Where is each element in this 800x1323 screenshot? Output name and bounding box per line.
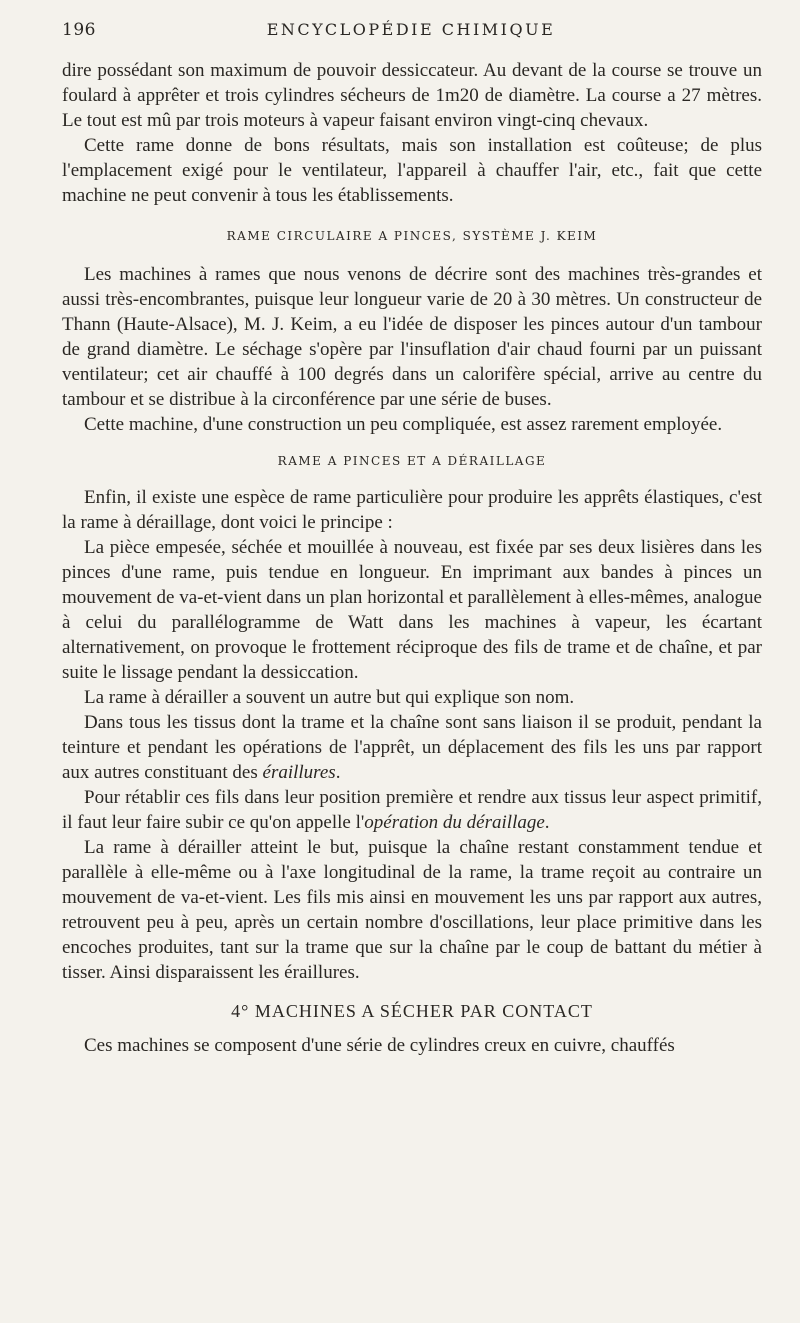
paragraph-operation — [62, 785, 762, 835]
paragraph: Enfin, il existe une espèce de rame particulière pour produire les apprêts élastiques, c'est la rame à déraillage, dont voici le principe : — [62, 487, 762, 533]
body-text — [62, 58, 762, 1058]
paragraph: La pièce empesée, séchée et mouillée à nouveau, est fixée par ses deux lisières dans les pinces d'une rame, puis tendue en longueur. En imprimant aux bandes à pinces un mouvement de va-et-vient dans un plan horizontal et parallèlement à elles-mêmes, analogue à celui du parallélogramme de Watt dans les machines à vapeur, les écartant alternativement, on provoque le frottement réciproque des fils de trame et de chaîne, et par suite le lissage pendant la dessiccation. — [62, 537, 762, 683]
emphasis-operation: opération du déraillage — [364, 812, 545, 833]
paragraph: Cette machine, d'une construction un peu compliquée, est assez rarement employée. — [84, 414, 723, 435]
paragraph: Cette rame donne de bons résultats, mais son installation est coûteuse; de plus l'emplacement exigé pour le ventilateur, l'appareil à chauffer l'air, etc., fait que cette machine ne peut convenir à tous les établissements. — [62, 135, 762, 206]
paragraph-eraillures — [62, 710, 762, 785]
emphasis-eraillures: éraillures — [262, 762, 336, 783]
paragraph-end: . — [544, 812, 550, 833]
subheading-rame-circulaire: RAME CIRCULAIRE A PINCES, SYSTÈME J. KEIM — [226, 229, 598, 243]
paragraph-end: . — [335, 762, 341, 783]
page-header — [62, 20, 760, 44]
subheading-rame-deraillage: RAME A PINCES ET A DÉRAILLAGE — [277, 454, 547, 468]
paragraph-text: Pour rétablir ces fils dans leur position première et rendre aux tissus leur aspect primitif, il faut leur faire subir ce qu'on appelle l' — [62, 787, 762, 833]
page-number: 196 — [62, 20, 96, 40]
paragraph: La rame à dérailler a souvent un autre but qui explique son nom. — [84, 687, 575, 708]
paragraph: dire possédant son maximum de pouvoir dessiccateur. Au devant de la course se trouve un foulard à apprêter et trois cylindres sécheurs de 1m20 de diamètre. La course a 27 mètres. Le tout est mû par trois moteurs à vapeur faisant environ vingt-cinq chevaux. — [62, 60, 762, 131]
paragraph: La rame à dérailler atteint le but, puisque la chaîne restant constamment tendue et parallèle à elle-même ou à l'axe longitudinal de la rame, la trame reçoit au contraire un mouvement de va-et-vient. Les fils mis ainsi en mouvement les uns par rapport aux autres, retrouvent peu à peu, après un certain nombre d'oscillations, leur place primitive dans les encoches produites, tant sur la trame que sur la chaîne par le coup de battant du métier à tisser. Ainsi disparaissent les éraillures. — [62, 837, 762, 983]
paragraph: Les machines à rames que nous venons de décrire sont des machines très-grandes et aussi très-encombrantes, puisque leur longueur varie de 20 à 30 mètres. Un constructeur de Thann (Haute-Alsace), M. J. Keim, a eu l'idée de disposer les pinces autour d'un tambour de grand diamètre. Le séchage s'opère par l'insuflation d'air chaud fourni par un puissant ventilateur; cet air chauffé à 100 degrés dans un calorifère spécial, arrive au centre du tambour et se distribue à la circonférence par une série de buses. — [62, 264, 762, 410]
paragraph: Ces machines se composent d'une série de cylindres creux en cuivre, chauffés — [84, 1035, 675, 1056]
section-title: 4° MACHINES A SÉCHER PAR CONTACT — [231, 1001, 593, 1021]
running-title: ENCYCLOPÉDIE CHIMIQUE — [266, 20, 556, 39]
paragraph-text: Dans tous les tissus dont la trame et la chaîne sont sans liaison il se produit, pendant la teinture et pendant les opérations de l'apprêt, un déplacement des fils les uns par rapport aux autres constituant des — [62, 712, 762, 783]
